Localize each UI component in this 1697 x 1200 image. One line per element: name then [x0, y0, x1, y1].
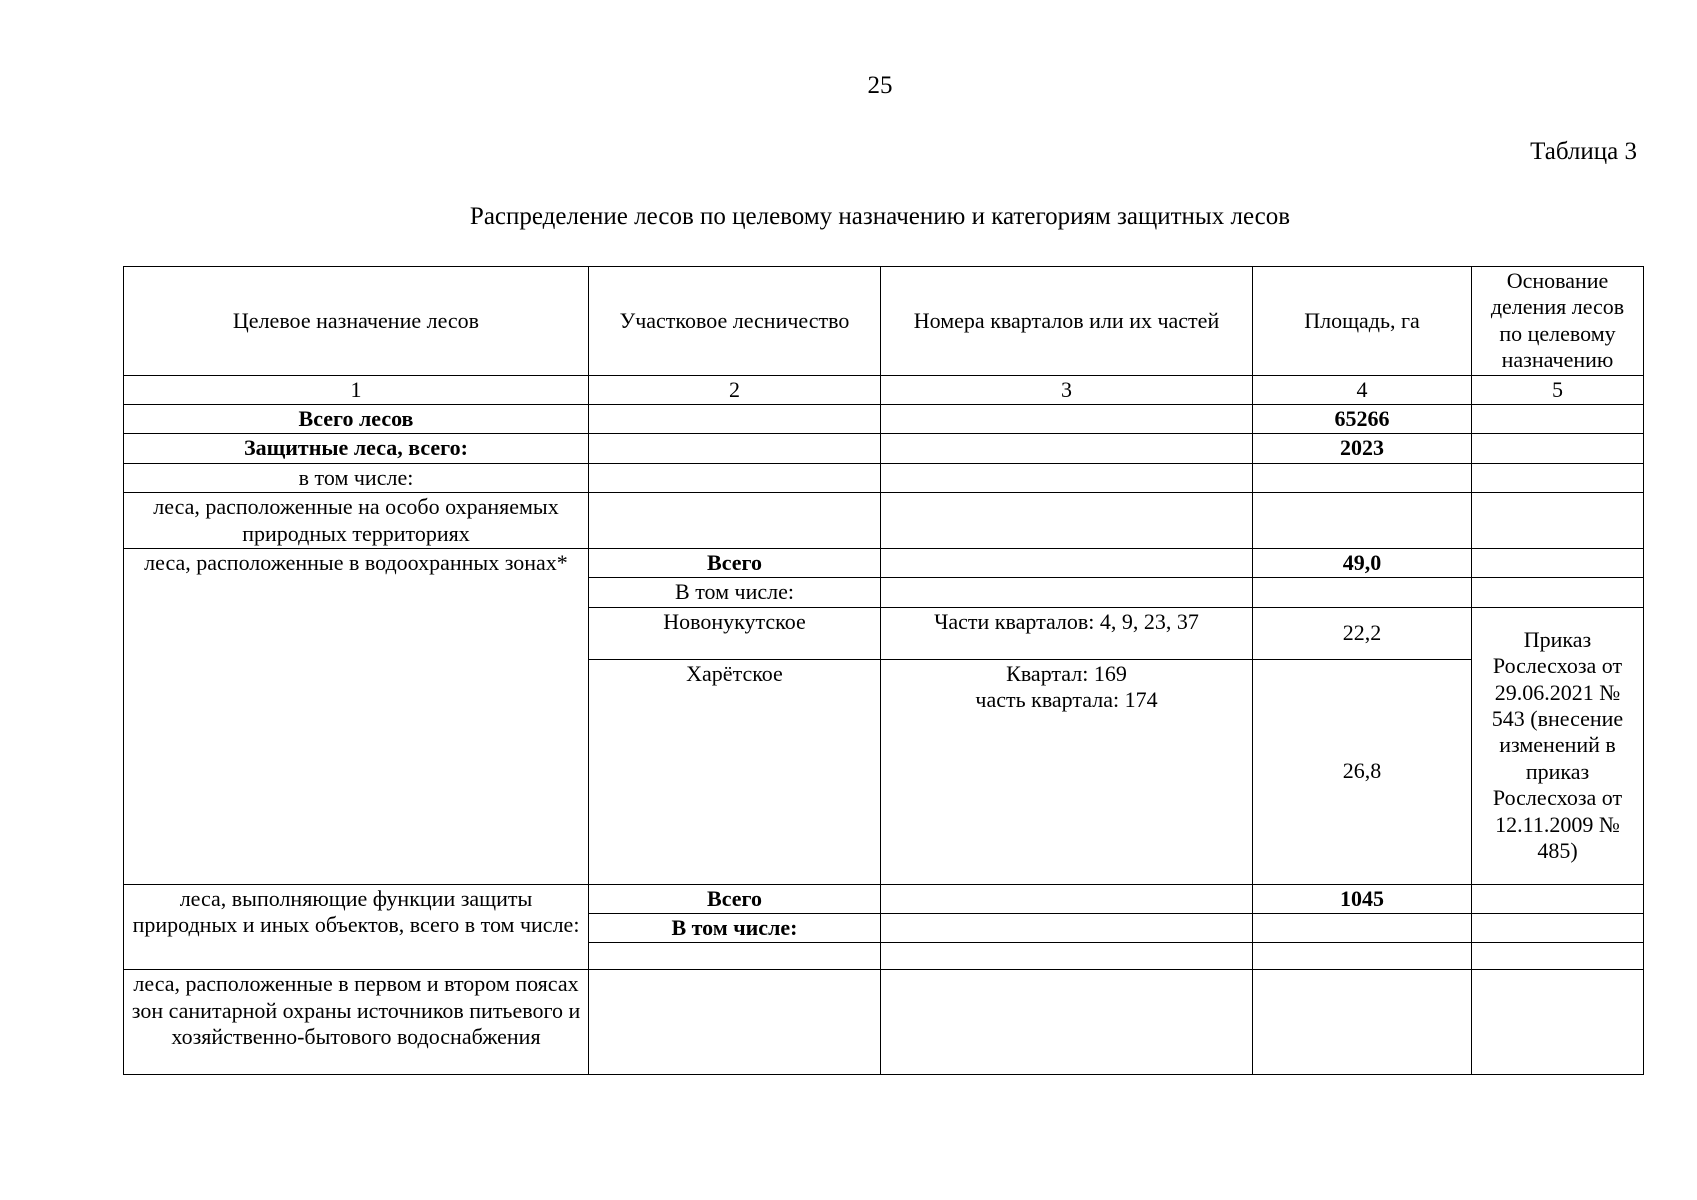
column-number: 5 — [1472, 375, 1644, 404]
water-zones-total-area: 49,0 — [1253, 548, 1472, 577]
total-forest-area: 65266 — [1253, 404, 1472, 433]
empty-cell — [1472, 578, 1644, 607]
empty-cell — [1472, 463, 1644, 492]
column-number: 2 — [589, 375, 881, 404]
empty-cell — [1472, 914, 1644, 943]
empty-cell — [589, 434, 881, 463]
quarter-line: часть квартала: 174 — [975, 687, 1158, 713]
forestry-name: Новонукутское — [589, 607, 881, 659]
quarter-numbers: Части кварталов: 4, 9, 23, 37 — [881, 607, 1253, 659]
protective-total-area: 2023 — [1253, 434, 1472, 463]
empty-cell — [881, 578, 1253, 607]
empty-cell — [1253, 914, 1472, 943]
empty-cell — [1472, 548, 1644, 577]
page-number: 25 — [867, 72, 893, 99]
water-zones-label: леса, расположенные в водоохранных зонах* — [124, 548, 589, 884]
area-value: 26,8 — [1253, 659, 1472, 884]
protected-areas-label: леса, расположенные на особо охраняемых природных территориях — [124, 493, 589, 549]
forest-distribution-table — [123, 266, 1644, 1075]
column-number-row — [124, 375, 1644, 404]
table-row — [124, 493, 1644, 549]
header-forestry: Участковое лесничество — [589, 267, 881, 376]
empty-cell — [881, 970, 1253, 1075]
empty-cell — [881, 943, 1253, 970]
empty-cell — [1472, 493, 1644, 549]
table-row — [124, 548, 1644, 577]
protection-including-label: В том числе: — [589, 914, 881, 943]
empty-cell — [1472, 943, 1644, 970]
table-row — [124, 884, 1644, 913]
table-row — [124, 404, 1644, 433]
empty-cell — [1253, 578, 1472, 607]
sanitary-zones-label: леса, расположенные в первом и втором поясах зон санитарной охраны источников питьевого и хозяйственно-бытового водоснабжения — [124, 970, 589, 1075]
table-header-row — [124, 267, 1644, 376]
table-row — [124, 434, 1644, 463]
empty-cell — [881, 884, 1253, 913]
table-label: Таблица 3 — [1530, 138, 1637, 165]
column-number: 4 — [1253, 375, 1472, 404]
quarter-numbers — [881, 659, 1253, 884]
total-forest-label: Всего лесов — [124, 404, 589, 433]
empty-cell — [1253, 943, 1472, 970]
empty-cell — [1472, 884, 1644, 913]
column-number: 3 — [881, 375, 1253, 404]
area-value: 22,2 — [1253, 607, 1472, 659]
document-title: Распределение лесов по целевому назначению и категориям защитных лесов — [469, 203, 1291, 230]
protection-functions-label: леса, выполняющие функции защиты природных и иных объектов, всего в том числе: — [124, 884, 589, 970]
empty-cell — [589, 404, 881, 433]
empty-cell — [589, 970, 881, 1075]
empty-cell — [1472, 404, 1644, 433]
basis-order: Приказ Рослесхоза от 29.06.2021 № 543 (внесение изменений в приказ Рослесхоза от 12.11.2009 № 485) — [1472, 607, 1644, 884]
empty-cell — [881, 404, 1253, 433]
empty-cell — [1472, 434, 1644, 463]
water-zones-including-label: В том числе: — [589, 578, 881, 607]
header-basis: Основание деления лесов по целевому назначению — [1472, 267, 1644, 376]
empty-cell — [1253, 970, 1472, 1075]
empty-cell — [881, 548, 1253, 577]
header-area: Площадь, га — [1253, 267, 1472, 376]
empty-cell — [881, 493, 1253, 549]
empty-cell — [1253, 463, 1472, 492]
column-number: 1 — [124, 375, 589, 404]
empty-cell — [589, 493, 881, 549]
empty-cell — [881, 463, 1253, 492]
water-zones-total-label: Всего — [589, 548, 881, 577]
empty-cell — [881, 434, 1253, 463]
empty-cell — [589, 943, 881, 970]
empty-cell — [1253, 493, 1472, 549]
empty-cell — [589, 463, 881, 492]
header-quarters: Номера кварталов или их частей — [881, 267, 1253, 376]
protection-total-label: Всего — [589, 884, 881, 913]
table-row — [124, 463, 1644, 492]
empty-cell — [881, 914, 1253, 943]
empty-cell — [1472, 970, 1644, 1075]
quarter-line: Квартал: 169 — [1006, 660, 1127, 686]
protective-total-label: Защитные леса, всего: — [124, 434, 589, 463]
table-row — [124, 970, 1644, 1075]
forestry-name: Харётское — [589, 659, 881, 884]
header-purpose: Целевое назначение лесов — [124, 267, 589, 376]
including-label: в том числе: — [124, 463, 589, 492]
protection-total-area: 1045 — [1253, 884, 1472, 913]
